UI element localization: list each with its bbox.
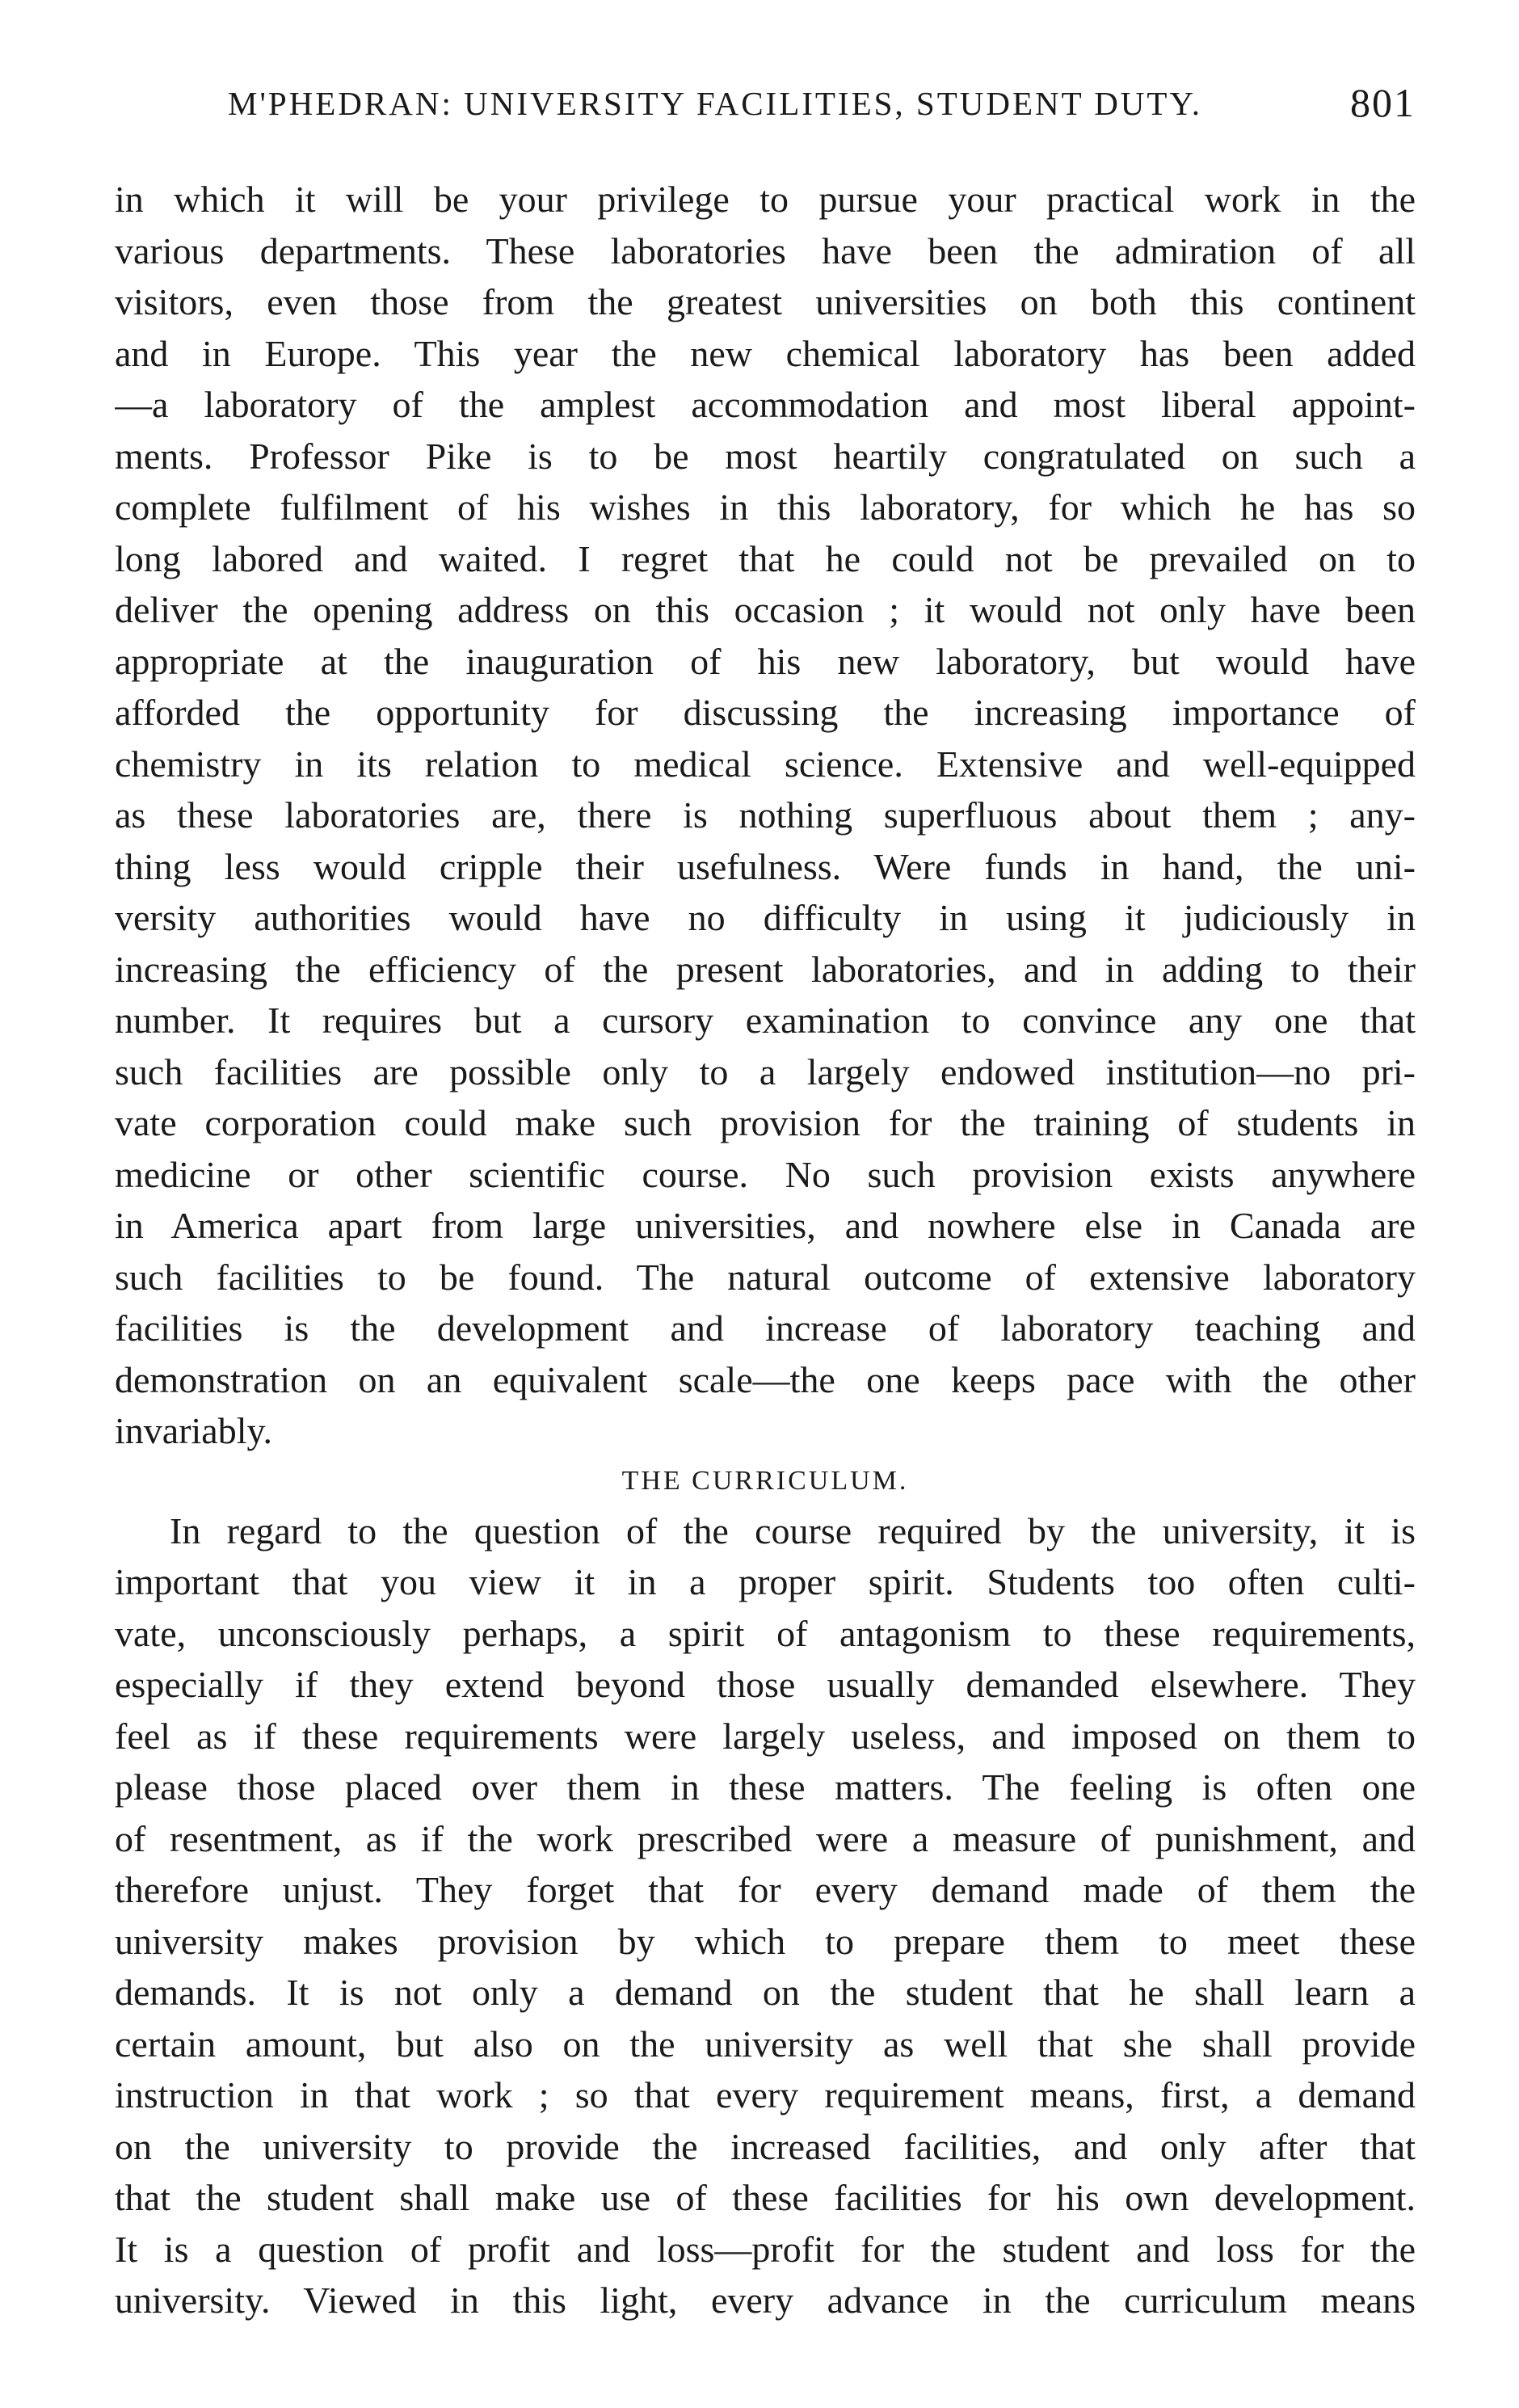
text-line: such facilities to be found. The natural outcome of extensive laboratory <box>115 1256 1416 1298</box>
text-line: instruction in that work ; so that every requirement means, first, a demand <box>115 2074 1416 2115</box>
text-line: long labored and waited. I regret that he could not be prevailed on to <box>115 537 1416 579</box>
text-line: It is a question of profit and loss—profit for the student and loss for the <box>115 2228 1416 2270</box>
paragraph-curriculum <box>115 1505 1416 2326</box>
text-line: increasing the efficiency of the present laboratories, and in adding to their <box>115 948 1416 990</box>
text-line: important that you view it in a proper spirit. Students too often culti- <box>115 1561 1416 1602</box>
text-line: medicine or other scientific course. No such provision exists anywhere <box>115 1153 1416 1195</box>
body-text <box>115 174 1416 2326</box>
running-head <box>115 79 1416 144</box>
text-line: in which it will be your privilege to pursue your practical work in the <box>115 179 1416 220</box>
text-line: various departments. These laboratories have been the admiration of all <box>115 229 1416 272</box>
text-line: complete fulfilment of his wishes in this laboratory, for which he has so <box>115 486 1416 528</box>
text-line: certain amount, but also on the university as well that she shall provide <box>115 2023 1416 2065</box>
text-line: invariably. <box>115 1410 273 1451</box>
text-line: thing less would cripple their usefulness. Were funds in hand, the uni- <box>115 845 1416 887</box>
text-line: deliver the opening address on this occasion ; it would not only have been <box>115 589 1416 630</box>
text-line: chemistry in its relation to medical science. Extensive and well-equipped <box>115 743 1416 785</box>
text-line: demands. It is not only a demand on the student that he shall learn a <box>115 1972 1416 2013</box>
paragraph-laboratories <box>115 174 1416 1457</box>
text-line: ments. Professor Pike is to be most heartily congratulated on such a <box>115 435 1416 477</box>
text-line: visitors, even those from the greatest universities on both this continent <box>115 281 1416 322</box>
text-line: on the university to provide the increased facilities, and only after that <box>115 2125 1416 2167</box>
text-line: number. It requires but a cursory examination to convince any one that <box>115 1000 1416 1041</box>
text-line: that the student shall make use of these facilities for his own development. <box>115 2177 1416 2218</box>
text-line: such facilities are possible only to a largely endowed institution—no pri- <box>115 1050 1416 1092</box>
text-line: versity authorities would have no difficulty in using it judiciously in <box>115 897 1416 938</box>
text-line: vate, unconsciously perhaps, a spirit of antagonism to these requirements, <box>115 1612 1416 1654</box>
text-line: of resentment, as if the work prescribed were a measure of punishment, and <box>115 1817 1416 1859</box>
text-line: vate corporation could make such provision for the training of students in <box>115 1102 1416 1143</box>
text-line: appropriate at the inauguration of his new laboratory, but would have <box>115 640 1416 682</box>
text-line: therefore unjust. They forget that for every demand made of them the <box>115 1869 1416 1910</box>
text-line: In regard to the question of the course required by the university, it is <box>170 1509 1416 1551</box>
text-line: as these laboratories are, there is nothing superfluous about them ; any- <box>115 794 1416 836</box>
text-line: in America apart from large universities, and nowhere else in Canada are <box>115 1205 1416 1246</box>
running-title: M'PHEDRAN: UNIVERSITY FACILITIES, STUDENT DUTY. <box>228 85 1203 122</box>
text-line: especially if they extend beyond those usually demanded elsewhere. They <box>115 1664 1416 1705</box>
text-line: please those placed over them in these matters. The feeling is often one <box>115 1766 1416 1808</box>
text-line: facilities is the development and increase of laboratory teaching and <box>115 1307 1416 1349</box>
text-line: demonstration on an equivalent scale—the one keeps pace with the other <box>115 1358 1416 1400</box>
text-line: —a laboratory of the amplest accommodation and most liberal appoint- <box>115 384 1416 425</box>
text-line: and in Europe. This year the new chemical laboratory has been added <box>115 332 1416 374</box>
section-heading: THE CURRICULUM. <box>621 1465 909 1496</box>
text-line: university makes provision by which to prepare them to meet these <box>115 1920 1416 1962</box>
text-line: feel as if these requirements were largely useless, and imposed on them to <box>115 1715 1416 1757</box>
text-line: university. Viewed in this light, every advance in the curriculum means <box>115 2280 1416 2321</box>
text-line: afforded the opportunity for discussing the increasing importance of <box>115 692 1416 733</box>
page-number: 801 <box>1350 80 1416 125</box>
